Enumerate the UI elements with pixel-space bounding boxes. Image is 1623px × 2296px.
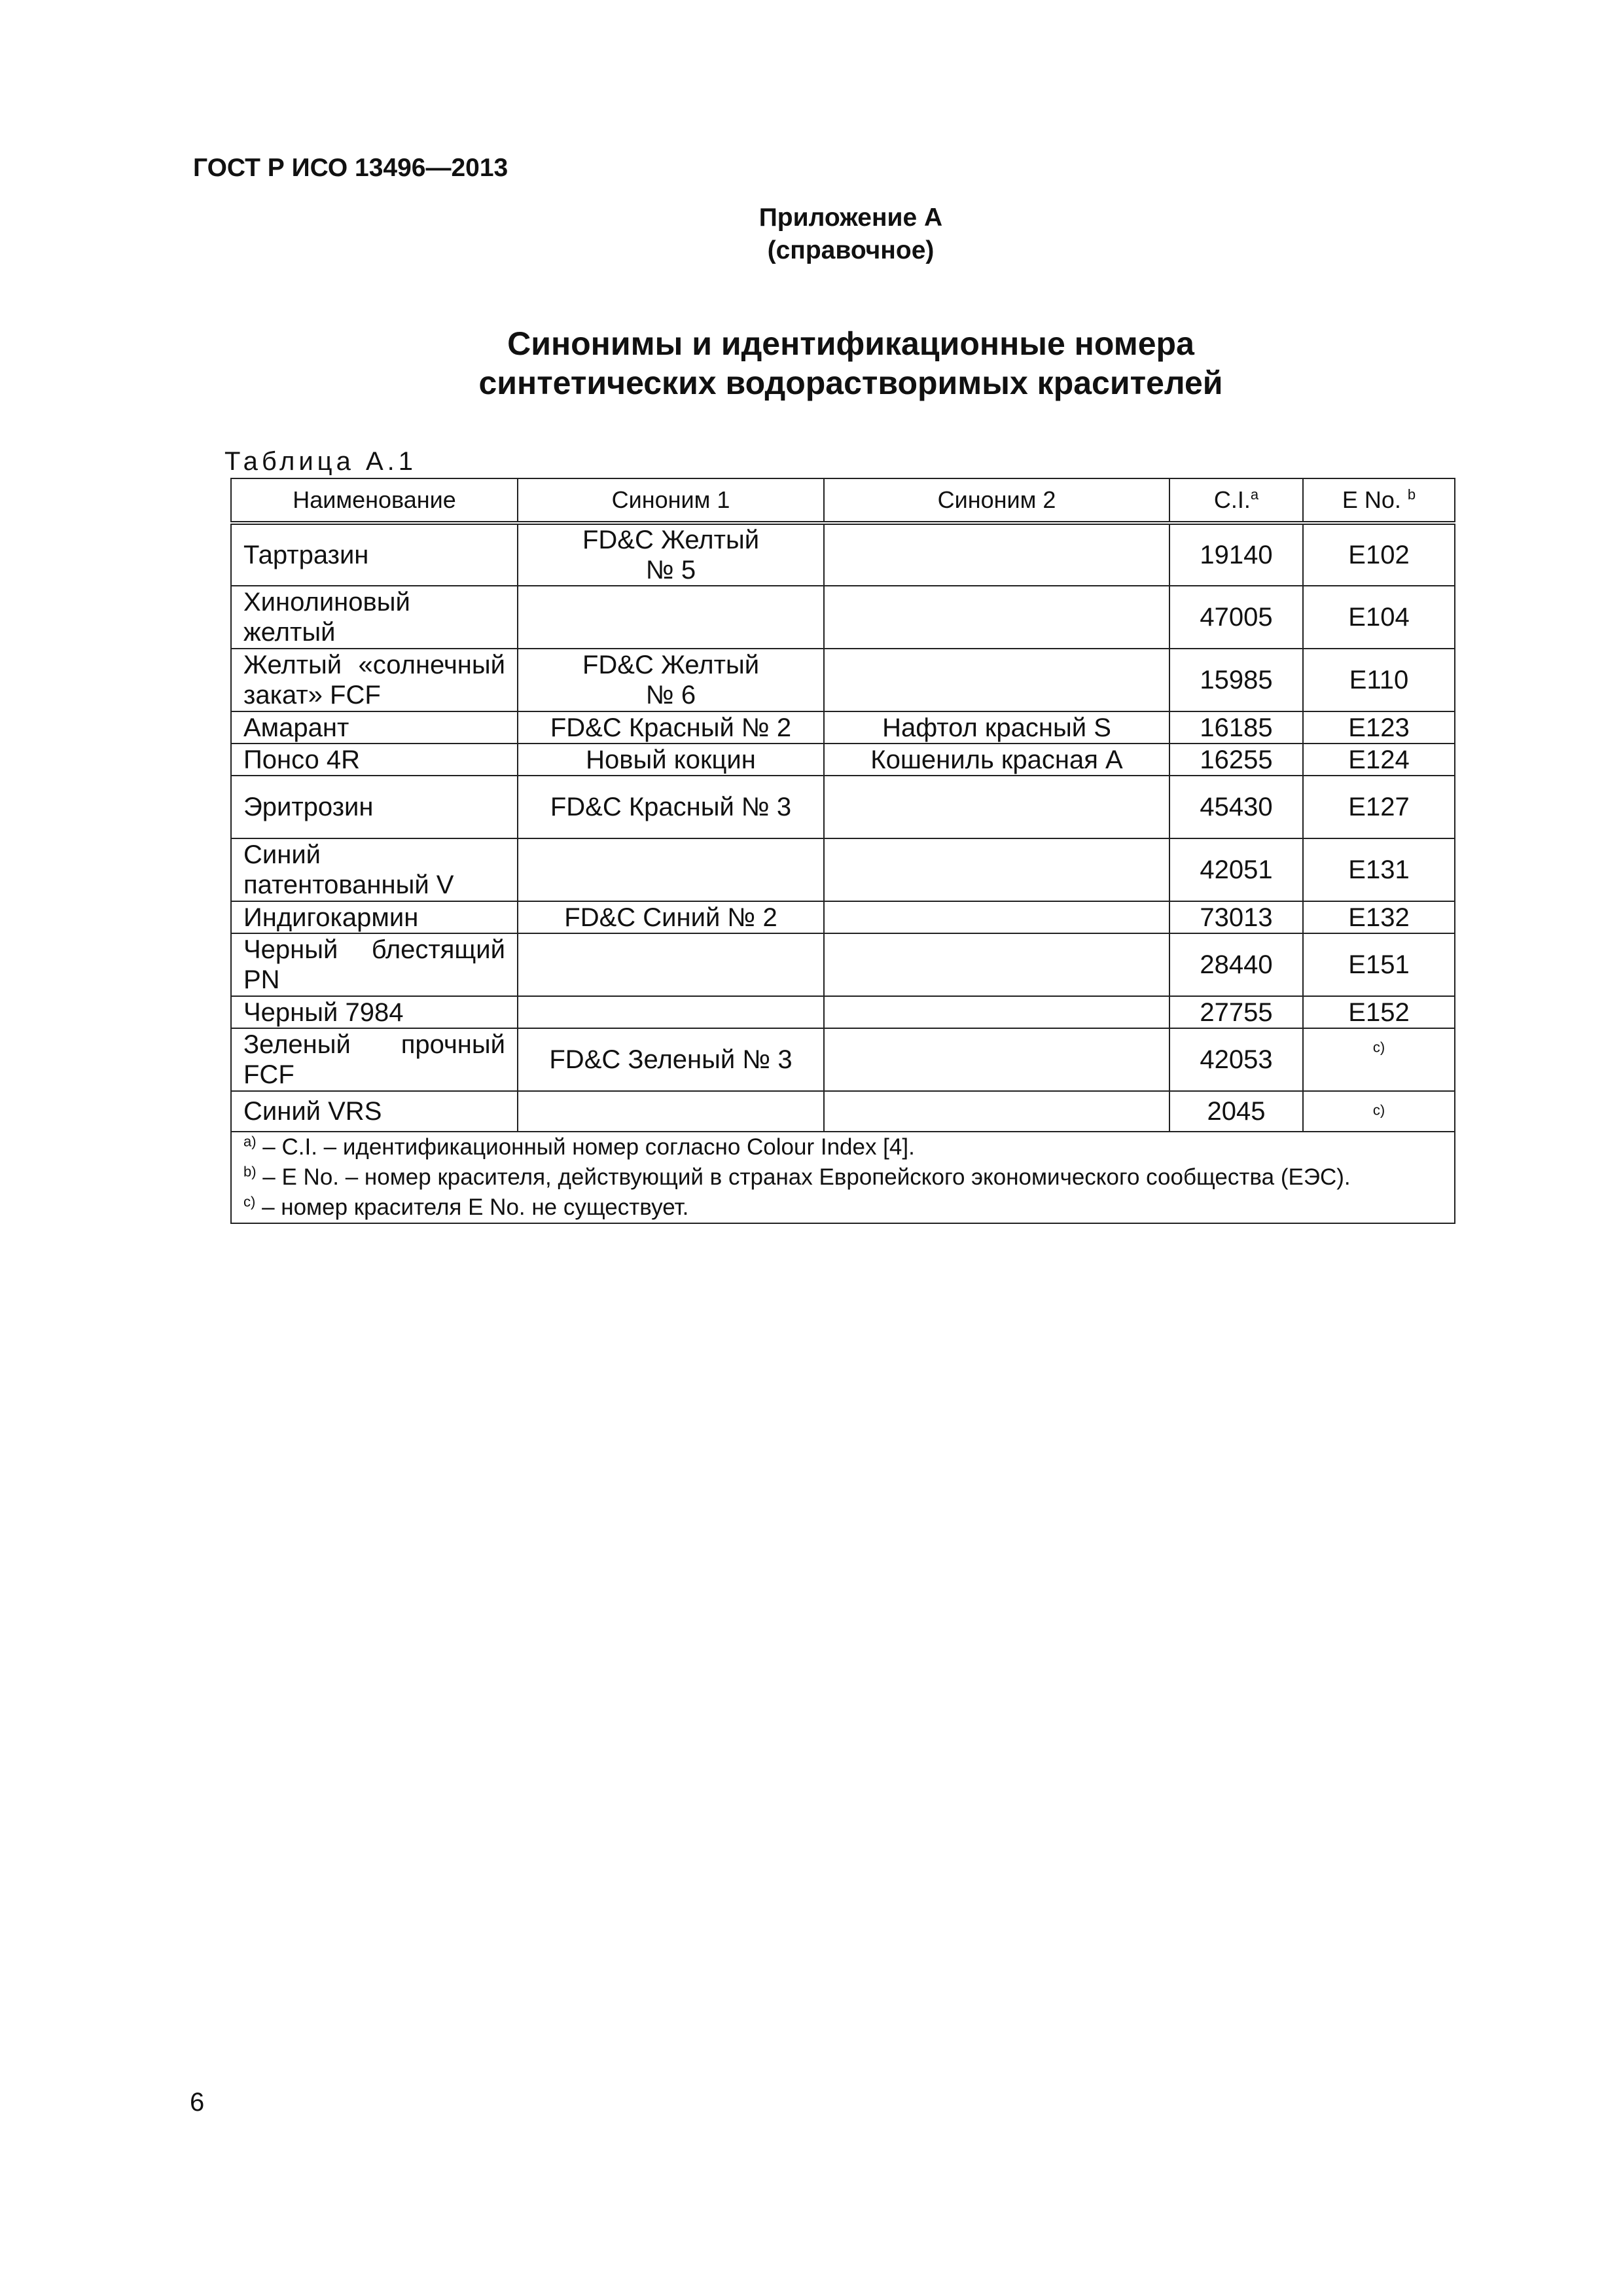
cell-synonym-2 bbox=[824, 586, 1169, 649]
table-footnotes bbox=[231, 1132, 1455, 1223]
cell-synonym-2 bbox=[824, 1028, 1169, 1091]
appendix-kind: (справочное) bbox=[767, 236, 935, 264]
cell-synonym-2 bbox=[824, 776, 1169, 838]
cell-eno: E104 bbox=[1303, 586, 1455, 649]
cell-ci: 15985 bbox=[1169, 649, 1303, 711]
header-eno-label: E No. bbox=[1342, 486, 1401, 513]
page-number: 6 bbox=[190, 2088, 205, 2117]
cell-name: Синий VRS bbox=[231, 1091, 518, 1132]
table-row bbox=[231, 711, 1455, 744]
cell-ci: 42051 bbox=[1169, 838, 1303, 901]
cell-synonym-1: FD&C Синий № 2 bbox=[518, 901, 824, 933]
cell-ci: 47005 bbox=[1169, 586, 1303, 649]
header-ci-mark: a bbox=[1250, 486, 1259, 503]
eno-footnote-mark: c) bbox=[1372, 1039, 1385, 1056]
table-row bbox=[231, 1091, 1455, 1132]
title-line-2: синтетических водорастворимых красителей bbox=[478, 365, 1223, 401]
cell-synonym-2 bbox=[824, 649, 1169, 711]
cell-eno: E151 bbox=[1303, 933, 1455, 996]
cell-eno: E110 bbox=[1303, 649, 1455, 711]
cell-name: Индигокармин bbox=[231, 901, 518, 933]
cell-ci: 16185 bbox=[1169, 711, 1303, 744]
cell-synonym-2 bbox=[824, 523, 1169, 586]
footnote bbox=[243, 1132, 1442, 1162]
cell-ci: 27755 bbox=[1169, 996, 1303, 1028]
cell-eno: E132 bbox=[1303, 901, 1455, 933]
cell-eno: E102 bbox=[1303, 523, 1455, 586]
document-title bbox=[327, 324, 1374, 403]
table-row bbox=[231, 586, 1455, 649]
cell-name: Черный 7984 bbox=[231, 996, 518, 1028]
table-row bbox=[231, 1028, 1455, 1091]
table-row bbox=[231, 523, 1455, 586]
cell-name: Тартразин bbox=[231, 523, 518, 586]
cell-ci: 2045 bbox=[1169, 1091, 1303, 1132]
cell-synonym-1 bbox=[518, 838, 824, 901]
table-caption: Таблица А.1 bbox=[224, 447, 417, 476]
footnote-mark: c) bbox=[243, 1193, 256, 1210]
cell-synonym-1: FD&C Красный № 3 bbox=[518, 776, 824, 838]
cell-ci: 42053 bbox=[1169, 1028, 1303, 1091]
cell-ci: 45430 bbox=[1169, 776, 1303, 838]
footnote-text: – номер красителя E No. не существует. bbox=[262, 1194, 689, 1220]
cell-synonym-1: FD&C Зеленый № 3 bbox=[518, 1028, 824, 1091]
table-row bbox=[231, 996, 1455, 1028]
cell-synonym-1 bbox=[518, 996, 824, 1028]
cell-synonym-1: Новый кокцин bbox=[518, 744, 824, 776]
cell-synonym-2 bbox=[824, 901, 1169, 933]
header-ci-label: C.I. bbox=[1213, 486, 1251, 513]
eno-footnote-mark: c) bbox=[1372, 1102, 1385, 1119]
cell-synonym-1 bbox=[518, 933, 824, 996]
table-row bbox=[231, 776, 1455, 838]
table-row bbox=[231, 649, 1455, 711]
table-row bbox=[231, 838, 1455, 901]
cell-ci: 73013 bbox=[1169, 901, 1303, 933]
cell-eno: E124 bbox=[1303, 744, 1455, 776]
header-eno bbox=[1303, 478, 1455, 523]
cell-synonym-1 bbox=[518, 586, 824, 649]
cell-ci: 28440 bbox=[1169, 933, 1303, 996]
cell-synonym-2 bbox=[824, 1091, 1169, 1132]
cell-name: Понсо 4R bbox=[231, 744, 518, 776]
header-synonym-2: Синоним 2 bbox=[824, 478, 1169, 523]
title-line-1: Синонимы и идентификационные номера bbox=[507, 325, 1194, 362]
cell-name: Черный блестящий PN bbox=[231, 933, 518, 996]
footnote-text: – E No. – номер красителя, действующий в странах Европейского экономического сообщества (ЕЭС). bbox=[262, 1164, 1351, 1190]
table-row bbox=[231, 744, 1455, 776]
cell-eno: E123 bbox=[1303, 711, 1455, 744]
cell-eno: E127 bbox=[1303, 776, 1455, 838]
appendix-label: Приложение А bbox=[758, 204, 943, 232]
cell-synonym-1: FD&C Желтый № 5 bbox=[518, 523, 824, 586]
cell-synonym-1 bbox=[518, 1091, 824, 1132]
footnote-text: – C.I. – идентификационный номер согласно Colour Index [4]. bbox=[262, 1134, 915, 1160]
table-footnotes-row bbox=[231, 1132, 1455, 1223]
cell-name: Амарант bbox=[231, 711, 518, 744]
table-row bbox=[231, 901, 1455, 933]
footnote-mark: a) bbox=[243, 1133, 257, 1150]
standard-code: ГОСТ Р ИСО 13496—2013 bbox=[193, 154, 508, 182]
cell-eno: E152 bbox=[1303, 996, 1455, 1028]
header-eno-mark: b bbox=[1407, 486, 1416, 503]
cell-name: Хинолиновый желтый bbox=[231, 586, 518, 649]
table-row bbox=[231, 933, 1455, 996]
footnote bbox=[243, 1193, 1442, 1223]
header-name: Наименование bbox=[231, 478, 518, 523]
header-ci bbox=[1169, 478, 1303, 523]
cell-name: Эритрозин bbox=[231, 776, 518, 838]
cell-ci: 19140 bbox=[1169, 523, 1303, 586]
cell-eno bbox=[1303, 1028, 1455, 1091]
cell-name: Желтый «солнечный закат» FCF bbox=[231, 649, 518, 711]
footnote-mark: b) bbox=[243, 1163, 257, 1180]
cell-eno bbox=[1303, 1091, 1455, 1132]
cell-synonym-2: Нафтол красный S bbox=[824, 711, 1169, 744]
cell-synonym-2 bbox=[824, 996, 1169, 1028]
footnote bbox=[243, 1162, 1442, 1193]
cell-synonym-2: Кошениль красная А bbox=[824, 744, 1169, 776]
header-synonym-1: Синоним 1 bbox=[518, 478, 824, 523]
dyes-table bbox=[230, 478, 1455, 1224]
cell-ci: 16255 bbox=[1169, 744, 1303, 776]
cell-eno: E131 bbox=[1303, 838, 1455, 901]
appendix-heading bbox=[654, 202, 1047, 267]
cell-synonym-2 bbox=[824, 838, 1169, 901]
cell-name: Зеленый прочный FCF bbox=[231, 1028, 518, 1091]
table-header-row bbox=[231, 478, 1455, 523]
cell-synonym-2 bbox=[824, 933, 1169, 996]
cell-synonym-1: FD&C Красный № 2 bbox=[518, 711, 824, 744]
cell-name: Синий патентованный V bbox=[231, 838, 518, 901]
cell-synonym-1: FD&C Желтый № 6 bbox=[518, 649, 824, 711]
